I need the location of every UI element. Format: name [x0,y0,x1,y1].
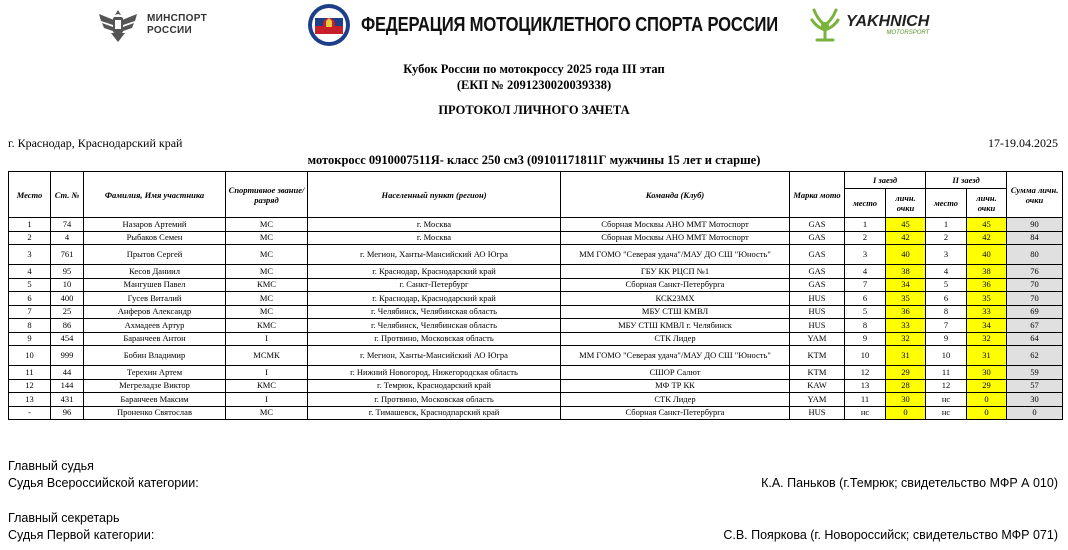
cell-city: г. Нижний Новогород, Нижегородская область [308,366,561,380]
event-location: г. Краснодар, Краснодарский край [8,136,183,150]
table-row [9,346,1063,366]
cell-sum: 0 [1007,406,1063,420]
chief-judge-title: Главный судья [8,459,94,473]
cell-number: 761 [51,245,84,265]
cell-city: г. Краснодар, Краснодарский край [308,292,561,306]
cell-race2-place: 8 [926,305,967,319]
cell-race2-points: 0 [967,406,1007,420]
class-title: мотокросс 0910007511Я- класс 250 см3 (09101171811Г мужчины 15 лет и старше) [307,153,761,167]
event-title: Кубок России по мотокроссу 2025 года III этап [403,62,665,76]
table-row [9,292,1063,306]
cell-race1-points: 30 [886,393,926,407]
cell-race1-points: 31 [886,346,926,366]
sponsor-subtitle: MOTORSPORT [886,30,930,36]
cell-race1-place: 5 [845,305,886,319]
cell-race1-points: 34 [886,278,926,292]
cell-moto: GAS [790,231,845,245]
cell-team: СТК Лидер [561,332,790,346]
cell-race1-place: 8 [845,319,886,333]
cell-name: Ахмадеев Артур [84,319,226,333]
cell-name: Назаров Артемий [84,218,226,232]
cell-race2-points: 34 [967,319,1007,333]
cell-sum: 80 [1007,245,1063,265]
cell-race2-points: 40 [967,245,1007,265]
table-row [9,231,1063,245]
col-race1-place: место [845,189,886,218]
cell-sum: 59 [1007,366,1063,380]
cell-race1-points: 36 [886,305,926,319]
ekp-number: (ЕКП № 2091230020039338) [456,78,612,92]
cell-race1-place: 9 [845,332,886,346]
cell-race2-points: 42 [967,231,1007,245]
cell-moto: GAS [790,278,845,292]
cell-race1-points: 32 [886,332,926,346]
cell-city: г. Протвино, Московская область [308,332,561,346]
cell-city: г. Санкт-Петербург [308,278,561,292]
sponsor-logo [808,6,929,44]
cell-place: 10 [9,346,51,366]
cell-sum: 90 [1007,218,1063,232]
table-row [9,245,1063,265]
table-row [9,332,1063,346]
cell-race1-points: 38 [886,265,926,279]
cell-name: Гусев Виталий [84,292,226,306]
table-row [9,406,1063,420]
cell-race2-place: 12 [926,379,967,393]
cell-rank: КМС [226,379,308,393]
cell-team: КСК23МХ [561,292,790,306]
results-body [9,218,1063,420]
cell-name: Мангушев Павел [84,278,226,292]
cell-moto: YAM [790,332,845,346]
table-row [9,319,1063,333]
cell-moto: HUS [790,292,845,306]
cell-race2-place: нс [926,393,967,407]
cell-race2-points: 35 [967,292,1007,306]
cell-sum: 70 [1007,292,1063,306]
cell-moto: KAW [790,379,845,393]
chief-judge-name: К.А. Паньков (г.Темрюк; свидетельство МФР А 010) [761,476,1058,490]
cell-rank: МС [226,231,308,245]
cell-sum: 30 [1007,393,1063,407]
cell-moto: YAM [790,393,845,407]
cell-name: Бобин Владимир [84,346,226,366]
cell-race2-place: 3 [926,245,967,265]
cell-sum: 67 [1007,319,1063,333]
cell-city: г. Мегион, Ханты-Мансийский АО Югра [308,346,561,366]
cell-race1-points: 33 [886,319,926,333]
cell-race2-points: 45 [967,218,1007,232]
cell-moto: KTM [790,346,845,366]
col-sum: Сумма личн. очки [1007,172,1063,218]
cell-team: Сборная Санкт-Петербурга [561,278,790,292]
cell-race1-place: 13 [845,379,886,393]
cell-race1-points: 35 [886,292,926,306]
cell-place: 3 [9,245,51,265]
cell-race1-points: 28 [886,379,926,393]
cell-race1-place: нс [845,406,886,420]
cell-city: г. Челябинск, Челябинская область [308,319,561,333]
cell-place: 7 [9,305,51,319]
cell-place: 6 [9,292,51,306]
federation-title: ФЕДЕРАЦИЯ МОТОЦИКЛЕТНОГО СПОРТА РОССИИ [361,13,779,36]
cell-race1-place: 3 [845,245,886,265]
federation-emblem-icon [305,2,353,48]
cell-name: Рыбаков Семен [84,231,226,245]
cell-rank: I [226,393,308,407]
cell-number: 25 [51,305,84,319]
eagle-emblem-icon [95,6,141,44]
cell-race2-points: 38 [967,265,1007,279]
cell-number: 44 [51,366,84,380]
cell-race1-place: 10 [845,346,886,366]
cell-city: г. Москва [308,218,561,232]
col-place: Место [9,172,51,218]
cell-name: Проненко Святослав [84,406,226,420]
cell-rank: МС [226,265,308,279]
cell-sum: 69 [1007,305,1063,319]
results-table [8,171,1063,420]
col-race-1: I заезд [845,172,926,189]
cell-rank: МС [226,218,308,232]
cell-place: 12 [9,379,51,393]
cell-city: г. Протвино, Московская область [308,393,561,407]
cell-number: 431 [51,393,84,407]
cell-race2-points: 36 [967,278,1007,292]
cell-place: 4 [9,265,51,279]
table-row [9,218,1063,232]
cell-rank: МС [226,245,308,265]
cell-race2-place: 7 [926,319,967,333]
ministry-line-1: МИНСПОРТ [147,13,207,24]
cell-number: 86 [51,319,84,333]
cell-race1-points: 0 [886,406,926,420]
cell-moto: HUS [790,305,845,319]
col-race-2: II заезд [926,172,1007,189]
cell-moto: GAS [790,218,845,232]
cell-race2-place: 11 [926,366,967,380]
ministry-logo [95,6,207,44]
cell-race2-points: 0 [967,393,1007,407]
cell-sum: 64 [1007,332,1063,346]
cell-name: Прытов Сергей [84,245,226,265]
cell-city: г. Мегион, Ханты-Мансийский АО Югра [308,245,561,265]
protocol-title: ПРОТОКОЛ ЛИЧНОГО ЗАЧЕТА [438,103,630,117]
cell-race1-place: 2 [845,231,886,245]
cell-city: г. Темрюк, Краснодарский край [308,379,561,393]
cell-moto: KTM [790,366,845,380]
table-row [9,305,1063,319]
cell-place: 5 [9,278,51,292]
cell-number: 144 [51,379,84,393]
cell-number: 95 [51,265,84,279]
cell-team: СШОР Салют [561,366,790,380]
cell-race2-points: 33 [967,305,1007,319]
cell-rank: МС [226,406,308,420]
cell-name: Баранчеев Максим [84,393,226,407]
cell-race2-place: 9 [926,332,967,346]
cell-sum: 70 [1007,278,1063,292]
cell-race1-points: 29 [886,366,926,380]
cell-team: ММ ГОМО "Северая удача"/МАУ ДО СШ "Юность" [561,346,790,366]
cell-number: 4 [51,231,84,245]
cell-rank: МСМК [226,346,308,366]
cell-race2-place: 1 [926,218,967,232]
cell-number: 96 [51,406,84,420]
cell-city: г. Тимашевск, Краснодпарский край [308,406,561,420]
cell-race2-place: 5 [926,278,967,292]
cell-number: 10 [51,278,84,292]
cell-race1-points: 42 [886,231,926,245]
cell-moto: HUS [790,406,845,420]
cell-rank: I [226,332,308,346]
table-row [9,278,1063,292]
cell-rank: МС [226,305,308,319]
cell-sum: 84 [1007,231,1063,245]
cell-name: Мегреладзе Виктор [84,379,226,393]
cell-name: Терехин Артем [84,366,226,380]
col-moto: Марка мото [790,172,845,218]
cell-team: Сборная Санкт-Петербурга [561,406,790,420]
cell-place: 9 [9,332,51,346]
cell-number: 400 [51,292,84,306]
event-dates: 17-19.04.2025 [988,136,1058,150]
cell-team: СТК Лидер [561,393,790,407]
table-row [9,379,1063,393]
chief-secretary-title: Главный секретарь [8,511,120,525]
cell-race2-points: 30 [967,366,1007,380]
col-race2-points: личн. очки [967,189,1007,218]
ministry-line-2: РОССИИ [147,25,192,36]
cell-race2-place: 10 [926,346,967,366]
table-row [9,265,1063,279]
cell-race2-points: 29 [967,379,1007,393]
cell-race1-place: 6 [845,292,886,306]
cell-race1-place: 1 [845,218,886,232]
cell-number: 999 [51,346,84,366]
cell-race2-place: 6 [926,292,967,306]
cell-place: 2 [9,231,51,245]
cell-race2-place: 2 [926,231,967,245]
cell-team: Сборная Москвы АНО ММТ Мотоспорт [561,218,790,232]
cell-moto: GAS [790,265,845,279]
cell-race2-points: 31 [967,346,1007,366]
chief-judge-category: Судья Всероссийской категории: [8,476,199,490]
cell-place: - [9,406,51,420]
cell-race2-place: нс [926,406,967,420]
col-name: Фамилия, Имя участника [84,172,226,218]
col-team: Команда (Клуб) [561,172,790,218]
cell-race1-place: 4 [845,265,886,279]
cell-team: ГБУ КК РЦСП №1 [561,265,790,279]
cell-team: Сборная Москвы АНО ММТ Мотоспорт [561,231,790,245]
cell-rank: МС [226,292,308,306]
cell-city: г. Челябинск, Челябинская область [308,305,561,319]
cell-city: г. Краснодар, Краснодарский край [308,265,561,279]
cell-number: 454 [51,332,84,346]
cell-rank: КМС [226,319,308,333]
cell-city: г. Москва [308,231,561,245]
cell-sum: 62 [1007,346,1063,366]
cell-team: МБУ СТШ КМВЛ [561,305,790,319]
sponsor-name: YAKHNICH [846,13,930,30]
sponsor-emblem-icon [808,6,842,44]
col-rank: Спортивное звание/разряд [226,172,308,218]
cell-place: 11 [9,366,51,380]
cell-sum: 76 [1007,265,1063,279]
cell-name: Анферов Александр [84,305,226,319]
cell-team: МБУ СТШ КМВЛ г. Челябинск [561,319,790,333]
cell-race1-place: 11 [845,393,886,407]
cell-name: Баранчеев Антон [84,332,226,346]
cell-place: 13 [9,393,51,407]
col-number: Ст. № [51,172,84,218]
cell-rank: КМС [226,278,308,292]
col-city: Населенный пункт (регион) [308,172,561,218]
cell-number: 74 [51,218,84,232]
cell-race1-points: 40 [886,245,926,265]
cell-race2-points: 32 [967,332,1007,346]
table-row [9,366,1063,380]
cell-sum: 57 [1007,379,1063,393]
cell-rank: I [226,366,308,380]
cell-moto: GAS [790,245,845,265]
cell-team: МФ ТР КК [561,379,790,393]
cell-team: ММ ГОМО "Северая удача"/МАУ ДО СШ "Юность" [561,245,790,265]
federation-logo [305,2,863,48]
cell-race1-points: 45 [886,218,926,232]
cell-moto: HUS [790,319,845,333]
cell-place: 1 [9,218,51,232]
cell-race2-place: 4 [926,265,967,279]
table-row [9,393,1063,407]
chief-secretary-name: С.В. Пояркова (г. Новороссийск; свидетельство МФР 071) [723,528,1058,542]
chief-secretary-category: Судья Первой категории: [8,528,155,542]
cell-name: Кесов Даниил [84,265,226,279]
cell-race1-place: 12 [845,366,886,380]
cell-place: 8 [9,319,51,333]
col-race2-place: место [926,189,967,218]
col-race1-points: личн. очки [886,189,926,218]
logo-bar [0,0,1068,50]
cell-race1-place: 7 [845,278,886,292]
